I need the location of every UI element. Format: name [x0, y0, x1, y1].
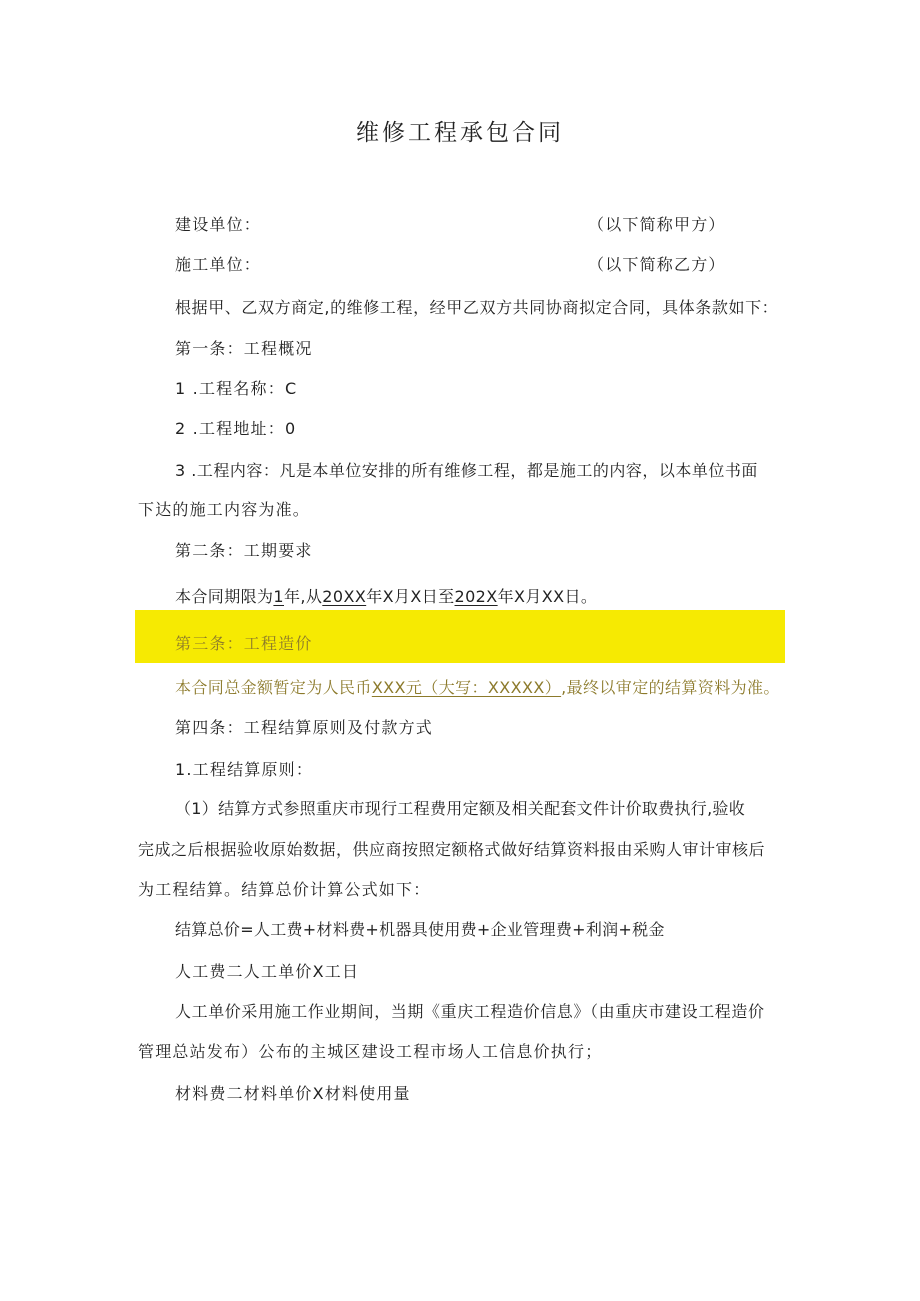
document-title: 维修工程承包合同: [356, 120, 564, 146]
article-1-item-3-line-1: 3 .工程内容：凡是本单位安排的所有维修工程，都是施工的内容，以本单位书面: [175, 461, 758, 480]
party-a-note: （以下简称甲方）: [588, 215, 726, 234]
article-4-heading: 第四条：工程结算原则及付款方式: [175, 718, 434, 737]
article-2-heading: 第二条：工期要求: [175, 541, 313, 560]
formula-material: 材料费二材料单价X材料使用量: [175, 1084, 411, 1103]
formula-total: 结算总价=人工费+材料费+机器具使用费+企业管理费+利润+税金: [175, 920, 665, 939]
amount-value: XXX元（大写：XXXXX）: [371, 678, 562, 697]
amount-text-1: 本合同总金额暂定为人民币: [175, 678, 372, 697]
article-3-amount-paragraph: [175, 677, 780, 699]
labor-para-line-2: 管理总站发布）公布的主城区建设工程市场人工信息价执行；: [138, 1042, 603, 1061]
article-2-term-paragraph: [175, 586, 597, 608]
article-1-item-2: 2 .工程地址：0: [175, 419, 297, 438]
term-text-3: 年X月X日至: [366, 587, 455, 606]
party-a-label: 建设单位：: [175, 215, 262, 234]
amount-text-2: ,最终以审定的结算资料为准。: [561, 678, 780, 697]
formula-labor: 人工费二人工单价X工日: [175, 962, 360, 981]
labor-para-line-1: 人工单价采用施工作业期间，当期《重庆工程造价信息》（由重庆市建设工程造价: [175, 1002, 765, 1021]
settlement-para-line-1: （1）结算方式参照重庆市现行工程费用定额及相关配套文件计价取费执行,验收: [175, 799, 746, 818]
article-1-item-3-line-2: 下达的施工内容为准。: [138, 500, 311, 519]
article-4-subheading: 1.工程结算原则：: [175, 760, 314, 779]
party-b-note: （以下简称乙方）: [588, 255, 726, 274]
party-b-label: 施工单位：: [175, 255, 262, 274]
term-years: 1: [273, 587, 284, 606]
term-end-year: 202X: [454, 587, 498, 606]
term-start-year: 20XX: [322, 587, 367, 606]
intro-paragraph: 根据甲、乙双方商定,的维修工程，经甲乙双方共同协商拟定合同，具体条款如下：: [175, 298, 779, 317]
term-text-2: 年,从: [284, 587, 323, 606]
term-text-1: 本合同期限为: [175, 587, 274, 606]
article-1-item-1: 1 .工程名称：C: [175, 379, 298, 398]
article-3-heading: 第三条：工程造价: [175, 634, 313, 653]
article-1-heading: 第一条：工程概况: [175, 339, 313, 358]
settlement-para-line-3: 为工程结算。结算总价计算公式如下：: [138, 880, 431, 899]
term-text-4: 年X月XX日。: [497, 587, 598, 606]
settlement-para-line-2: 完成之后根据验收原始数据，供应商按照定额格式做好结算资料报由采购人审计审核后: [138, 840, 766, 859]
